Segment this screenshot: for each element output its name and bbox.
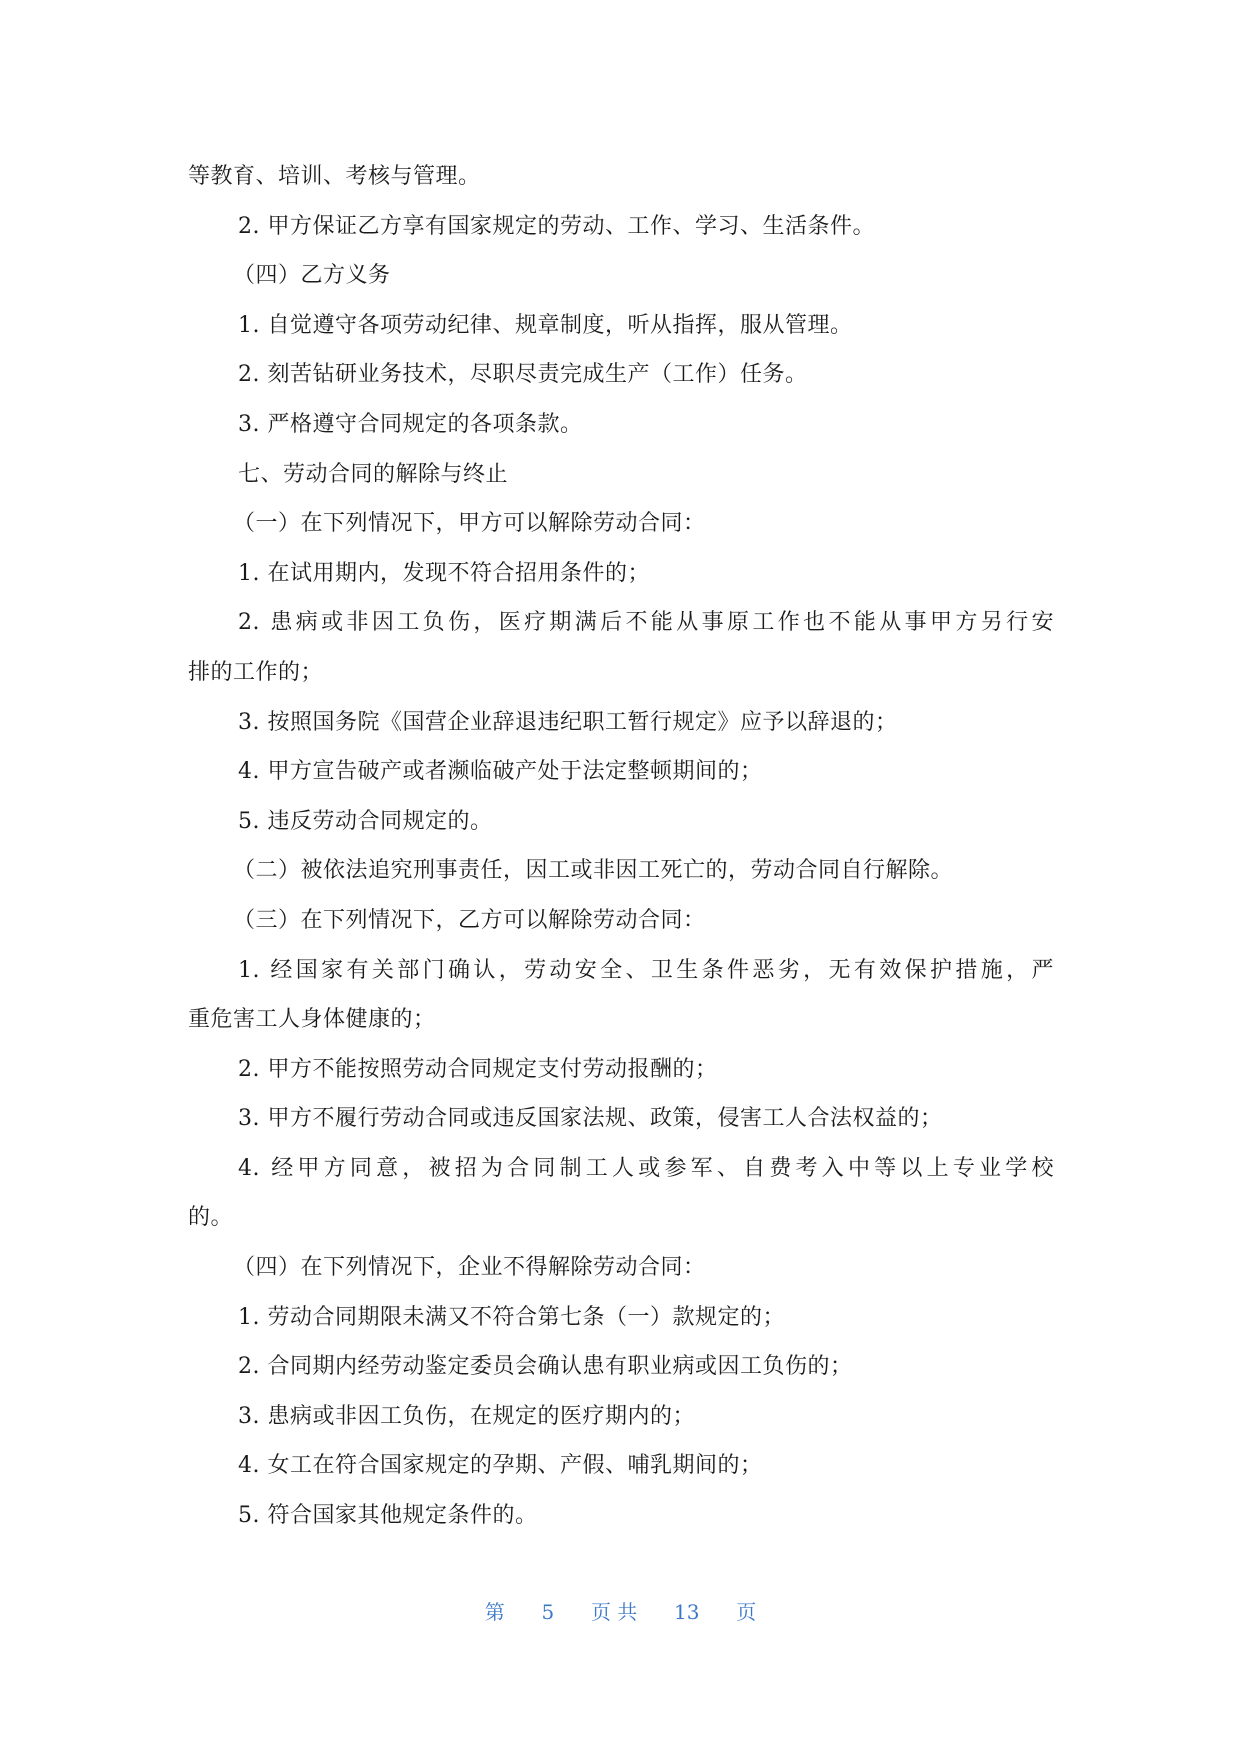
- paragraph-line: 排的工作的；: [188, 659, 324, 685]
- paragraph-line: 2. 刻苦钻研业务技术，尽职尽责完成生产（工作）任务。: [238, 362, 808, 388]
- paragraph-line: 1. 经国家有关部门确认，劳动安全、卫生条件恶劣，无有效保护措施，严: [238, 957, 1054, 983]
- paragraph-line: 4. 经甲方同意，被招为合同制工人或参军、自费考入中等以上专业学校: [238, 1155, 1054, 1181]
- paragraph-line: 5. 符合国家其他规定条件的。: [238, 1503, 538, 1529]
- paragraph-line: 4. 女工在符合国家规定的孕期、产假、哺乳期间的；: [238, 1453, 763, 1479]
- document-body: [188, 152, 1054, 1541]
- paragraph-line: 1. 劳动合同期限未满又不符合第七条（一）款规定的；: [238, 1304, 785, 1330]
- paragraph-line: 4. 甲方宣告破产或者濒临破产处于法定整顿期间的；: [238, 759, 763, 785]
- footer-label-of: 页 共: [590, 1600, 638, 1624]
- section-heading: （四）乙方义务: [233, 263, 391, 289]
- section-heading: 七、劳动合同的解除与终止: [238, 461, 509, 487]
- total-pages-number: 13: [674, 1600, 700, 1624]
- paragraph-line: 3. 患病或非因工负伤，在规定的医疗期内的；: [238, 1403, 695, 1429]
- footer-label-page: 第: [484, 1600, 505, 1624]
- paragraph-line: 3. 严格遵守合同规定的各项条款。: [238, 411, 583, 437]
- paragraph-line: 3. 按照国务院《国营企业辞退违纪职工暂行规定》应予以辞退的；: [238, 709, 898, 735]
- section-heading: （一）在下列情况下，甲方可以解除劳动合同：: [233, 511, 706, 537]
- current-page-number: 5: [541, 1600, 555, 1624]
- paragraph-line: 重危害工人身体健康的；: [188, 1007, 436, 1033]
- section-heading: （三）在下列情况下，乙方可以解除劳动合同：: [233, 907, 706, 933]
- paragraph-line: 1. 在试用期内，发现不符合招用条件的；: [238, 560, 650, 586]
- paragraph-line: 等教育、培训、考核与管理。: [188, 164, 481, 189]
- section-heading: （四）在下列情况下，企业不得解除劳动合同：: [233, 1255, 706, 1281]
- paragraph-line: 3. 甲方不履行劳动合同或违反国家法规、政策，侵害工人合法权益的；: [238, 1106, 943, 1132]
- paragraph-line: 1. 自觉遵守各项劳动纪律、规章制度，听从指挥，服从管理。: [238, 312, 853, 338]
- page-footer: [0, 1596, 1241, 1625]
- section-heading: （二）被依法追究刑事责任，因工或非因工死亡的，劳动合同自行解除。: [233, 858, 954, 884]
- paragraph-line: 2. 甲方保证乙方享有国家规定的劳动、工作、学习、生活条件。: [238, 213, 875, 239]
- paragraph-line: 5. 违反劳动合同规定的。: [238, 808, 493, 834]
- paragraph-line: 2. 合同期内经劳动鉴定委员会确认患有职业病或因工负伤的；: [238, 1354, 853, 1380]
- paragraph-line: 2. 甲方不能按照劳动合同规定支付劳动报酬的；: [238, 1056, 718, 1082]
- paragraph-line: 2. 患病或非因工负伤，医疗期满后不能从事原工作也不能从事甲方另行安: [238, 610, 1054, 636]
- footer-label-end: 页: [736, 1600, 757, 1624]
- paragraph-line: 的。: [188, 1205, 234, 1231]
